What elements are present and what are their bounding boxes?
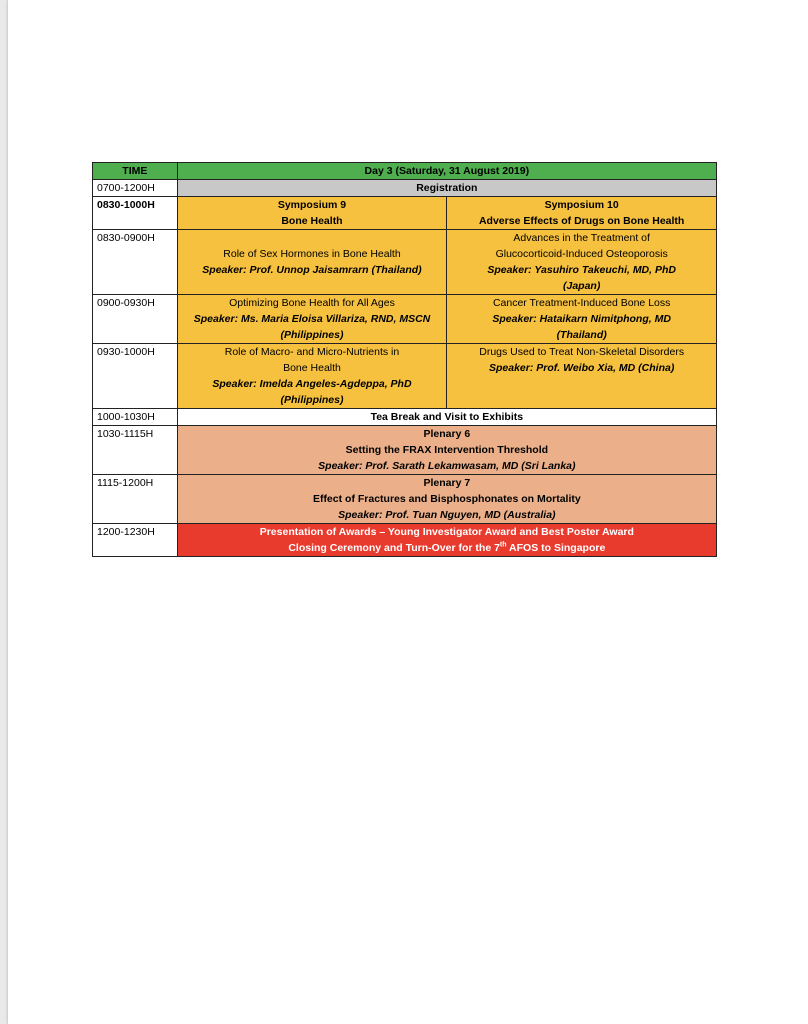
talk-title: Role of Macro- and Micro-Nutrients in (224, 346, 400, 358)
plenary-7-speaker: Speaker: Prof. Tuan Nguyen, MD (Australia) (338, 509, 556, 521)
tea-break-time: 1000-1030H (93, 409, 178, 426)
tea-break-label: Tea Break and Visit to Exhibits (177, 409, 716, 426)
plenary-7-cell (177, 475, 716, 524)
session-left-cell (177, 230, 447, 295)
talk-title: Optimizing Bone Health for All Ages (229, 297, 395, 309)
talk-speaker: Speaker: Imelda Angeles-Agdeppa, PhD (212, 378, 412, 390)
plenary-7-number: Plenary 7 (423, 477, 471, 489)
talk-speaker: Speaker: Prof. Unnop Jaisamrarn (Thailand) (202, 264, 422, 276)
symposia-row (93, 197, 717, 230)
talk-title: Drugs Used to Treat Non-Skeletal Disorders (479, 346, 685, 358)
symposium-9-title: Bone Health (281, 215, 343, 227)
talk-title: Glucocorticoid-Induced Osteoporosis (495, 248, 668, 260)
closing-time: 1200-1230H (93, 524, 178, 557)
session-left-cell (177, 344, 447, 409)
plenary-7-row (93, 475, 717, 524)
talk-speaker-country: (Philippines) (280, 329, 344, 341)
session-right-cell (447, 230, 717, 295)
closing-ceremony-line (182, 540, 712, 556)
day-header: Day 3 (Saturday, 31 August 2019) (177, 163, 716, 180)
closing-text-post: AFOS to Singapore (506, 542, 606, 554)
session-left-cell (177, 295, 447, 344)
plenary-6-number: Plenary 6 (423, 428, 471, 440)
plenary-7-title: Effect of Fractures and Bisphosphonates on Mortality (312, 493, 581, 505)
symposium-9-cell (177, 197, 447, 230)
closing-row (93, 524, 717, 557)
closing-cell (177, 524, 716, 557)
talk-speaker: Speaker: Yasuhiro Takeuchi, MD, PhD (487, 264, 676, 276)
awards-line: Presentation of Awards – Young Investigator Award and Best Poster Award (259, 526, 634, 538)
talk-title: Cancer Treatment-Induced Bone Loss (492, 297, 671, 309)
session-row (93, 230, 717, 295)
talk-speaker-country: (Thailand) (556, 329, 607, 341)
tea-break-row (93, 409, 717, 426)
session-right-cell (447, 344, 717, 409)
registration-time: 0700-1200H (93, 180, 178, 197)
registration-row (93, 180, 717, 197)
session-time: 0900-0930H (93, 295, 178, 344)
plenary-6-row (93, 426, 717, 475)
session-row (93, 295, 717, 344)
talk-speaker: Speaker: Hataikarn Nimitphong, MD (492, 313, 671, 325)
registration-label: Registration (177, 180, 716, 197)
talk-speaker-country: (Philippines) (280, 394, 344, 406)
closing-text-pre: Closing Ceremony and Turn-Over for the 7 (288, 542, 500, 554)
symposium-9-number: Symposium 9 (277, 199, 347, 211)
talk-title: Advances in the Treatment of (513, 232, 650, 244)
session-row (93, 344, 717, 409)
talk-title: Role of Sex Hormones in Bone Health (223, 248, 401, 260)
symposia-time: 0830-1000H (93, 197, 178, 230)
time-header: TIME (93, 163, 178, 180)
session-right-cell (447, 295, 717, 344)
plenary-6-time: 1030-1115H (93, 426, 178, 475)
plenary-6-cell (177, 426, 716, 475)
header-row (93, 163, 717, 180)
ordinal-suffix: th (499, 541, 507, 549)
talk-speaker: Speaker: Ms. Maria Eloisa Villariza, RND, MSCN (193, 313, 431, 325)
plenary-7-time: 1115-1200H (93, 475, 178, 524)
session-time: 0830-0900H (93, 230, 178, 295)
talk-title: Bone Health (283, 362, 341, 374)
symposium-10-title: Adverse Effects of Drugs on Bone Health (478, 215, 685, 227)
talk-speaker-country: (Japan) (562, 280, 601, 292)
talk-speaker: Speaker: Prof. Weibo Xia, MD (China) (488, 362, 675, 374)
symposium-10-cell (447, 197, 717, 230)
plenary-6-title: Setting the FRAX Intervention Threshold (345, 444, 549, 456)
symposium-10-number: Symposium 10 (544, 199, 619, 211)
document-page (8, 0, 808, 1024)
plenary-6-speaker: Speaker: Prof. Sarath Lekamwasam, MD (Sri Lanka) (318, 460, 576, 472)
schedule-table (92, 162, 717, 557)
session-time: 0930-1000H (93, 344, 178, 409)
